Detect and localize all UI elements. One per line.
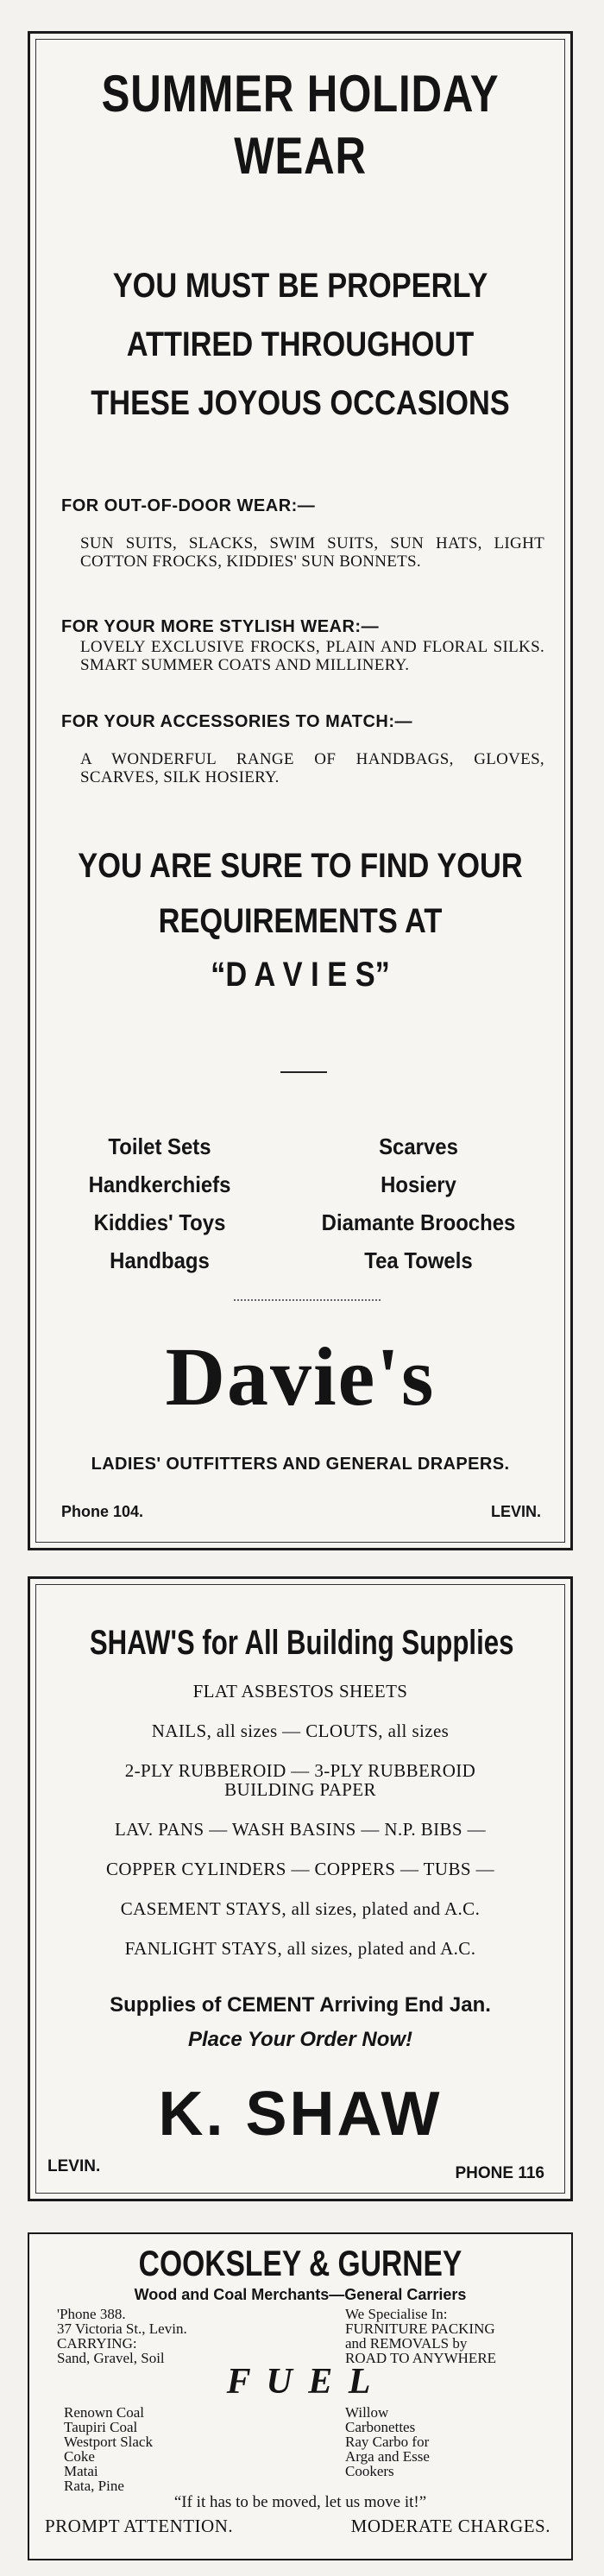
supply-line: BUILDING PAPER [224,1779,376,1800]
item-left: Handbags [110,1247,210,1273]
supply-line: 2-PLY RUBBEROID — 3-PLY RUBBEROID [124,1760,476,1781]
decorative-rule [234,1299,381,1301]
contact-line: Sand, Gravel, Soil [57,2350,165,2366]
davies-logo: Davie's [165,1330,436,1423]
fuel-item: Renown Coal [64,2404,145,2421]
sure-line-2: REQUIREMENTS AT [158,902,443,940]
fuel-item: Willow [345,2404,389,2421]
item-right: Diamante Brooches [321,1209,516,1235]
item-left: Kiddies' Toys [93,1209,226,1235]
subhead-line-1: YOU MUST BE PROPERLY [112,267,488,305]
footer-right: MODERATE CHARGES. [350,2516,551,2536]
section-body: LOVELY EXCLUSIVE FROCKS, PLAIN AND FLORAL SILKS. SMART SUMMER COATS AND MILLINERY. [80,638,544,674]
subhead-line-2: ATTIRED THROUGHOUT [126,325,475,363]
sure-line-1: YOU ARE SURE TO FIND YOUR [78,847,523,885]
davies-inner-border [35,39,565,1543]
contact-line: CARRYING: [57,2335,137,2352]
shaw-name: K. SHAW [158,2080,443,2149]
headline-line-1: SUMMER HOLIDAY [101,65,500,123]
supply-line: FLAT ASBESTOS SHEETS [192,1681,408,1702]
section-heading: FOR YOUR MORE STYLISH WEAR:— [61,617,380,636]
service-line: and REMOVALS by [345,2335,468,2352]
fuel-item: Arga and Esse [345,2448,430,2465]
subhead-line-3: THESE JOYOUS OCCASIONS [91,384,510,422]
fuel-item: Matai [64,2463,98,2479]
service-line: ROAD TO ANYWHERE [345,2350,497,2366]
item-right: Tea Towels [364,1247,473,1273]
fuel-item: Ray Carbo for [345,2434,430,2450]
section-heading: FOR YOUR ACCESSORIES TO MATCH:— [61,712,413,731]
phone-number: Phone 104. [61,1503,144,1520]
cooksley-title: COOKSLEY & GURNEY [138,2243,462,2283]
fuel-item: Westport Slack [64,2434,153,2450]
item-right: Scarves [379,1133,458,1159]
fuel-item: Carbonettes [345,2419,416,2435]
cooksley-gurney-advertisement [28,2232,573,2560]
shaw-advertisement [28,1576,573,2201]
fuel-item: Taupiri Coal [64,2419,138,2435]
footer-left: PROMPT ATTENTION. [45,2516,234,2536]
supply-line: LAV. PANS — WASH BASINS — N.P. BIBS — [114,1819,487,1840]
fuel-item: Coke [64,2448,95,2465]
town: LEVIN. [47,2157,101,2175]
item-left: Handkerchiefs [88,1171,231,1197]
motto: “If it has to be moved, let us move it!” [173,2493,427,2511]
service-line: FURNITURE PACKING [345,2320,495,2337]
fuel-item: Cookers [345,2463,394,2479]
tagline: LADIES' OUTFITTERS AND GENERAL DRAPERS. [91,1455,510,1474]
item-right: Hosiery [381,1171,456,1197]
headline-line-2: WEAR [234,127,367,185]
supply-line: NAILS, all sizes — CLOUTS, all sizes [151,1720,450,1741]
supply-line: CASEMENT STAYS, all sizes, plated and A.C. [120,1898,481,1919]
phone-number: PHONE 116 [455,2164,544,2182]
section-body: A WONDERFUL RANGE OF HANDBAGS, GLOVES, SCARVES, SILK HOSIERY. [80,750,544,786]
cooksley-subtitle: Wood and Coal Merchants—General Carriers [134,2286,467,2303]
contact-line: 'Phone 388. [57,2306,126,2322]
divider [280,1071,327,1073]
shaw-title: SHAW'S for All Building Supplies [89,1624,514,1662]
davies-advertisement [28,31,573,1550]
cement-notice: Supplies of CEMENT Arriving End Jan. [110,1993,491,2017]
section-heading: FOR OUT-OF-DOOR WEAR:— [61,496,316,515]
order-notice: Place Your Order Now! [187,2028,413,2051]
item-left: Toilet Sets [108,1133,211,1159]
contact-line: 37 Victoria St., Levin. [57,2320,187,2337]
sure-line-3: “D A V I E S” [211,956,390,994]
supply-line: COPPER CYLINDERS — COPPERS — TUBS — [105,1859,495,1879]
town: LEVIN. [490,1503,541,1520]
fuel-heading: F U E L [226,2362,374,2402]
service-line: We Specialise In: [345,2306,448,2322]
fuel-item: Rata, Pine [64,2478,124,2494]
supply-line: FANLIGHT STAYS, all sizes, plated and A.C. [124,1938,476,1959]
section-body: SUN SUITS, SLACKS, SWIM SUITS, SUN HATS, LIGHT COTTON FROCKS, KIDDIES' SUN BONNETS. [80,534,544,571]
